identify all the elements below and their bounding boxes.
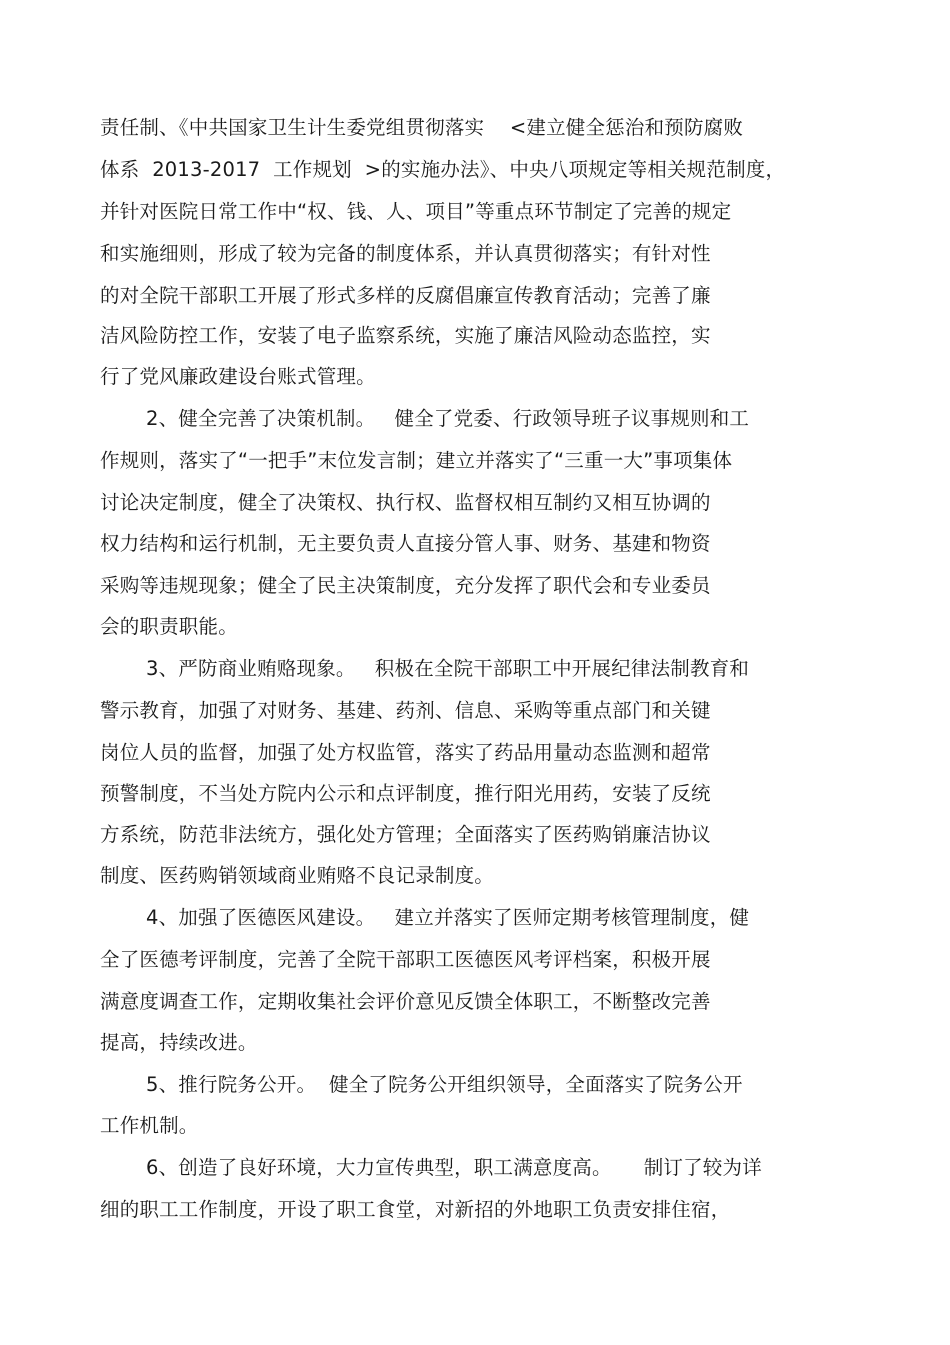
text-line: 满意度调查工作，定期收集社会评价意见反馈全体职工，不断整改完善 [100,990,711,1013]
paragraph-heading-line: 3、严防商业贿赂现象。 积极在全院干部职工中开展纪律法制教育和 [146,657,750,680]
paragraph-heading-line: 5、推行院务公开。 健全了院务公开组织领导，全面落实了院务公开 [146,1073,743,1096]
paragraph-heading-line: 6、创造了良好环境，大力宣传典型，职工满意度高。 制订了较为详 [146,1156,762,1179]
text-line: 岗位人员的监督，加强了处方权监管，落实了药品用量动态监测和超常 [100,741,711,764]
text-line: 细的职工工作制度，开设了职工食堂，对新招的外地职工负责安排住宿， [100,1198,731,1221]
text-line: 和实施细则，形成了较为完备的制度体系，并认真贯彻落实；有针对性 [100,242,711,265]
text-line: 制度、医药购销领域商业贿赂不良记录制度。 [100,864,495,887]
text-line: 并针对医院日常工作中“权、钱、人、项目”等重点环节制定了完善的规定 [100,200,732,223]
text-line: 全了医德考评制度，完善了全院干部职工医德医风考评档案，积极开展 [100,948,711,971]
text-line: 方系统，防范非法统方，强化处方管理；全面落实了医药购销廉洁协议 [100,823,711,846]
text-line: 警示教育，加强了对财务、基建、药剂、信息、采购等重点部门和关键 [100,699,711,722]
text-line: 权力结构和运行机制，无主要负责人直接分管人事、财务、基建和物资 [100,532,711,555]
text-line: 责任制、《中共国家卫生计生委党组贯彻落实 <建立健全惩治和预防腐败 [100,116,744,139]
text-line: 工作机制。 [100,1114,199,1137]
text-line: 体系 2013-2017 工作规划 >的实施办法》、中央八项规定等相关规范制度， [100,158,786,181]
text-line: 预警制度，不当处方院内公示和点评制度，推行阳光用药，安装了反统 [100,782,711,805]
text-line: 洁风险防控工作，安装了电子监察系统，实施了廉洁风险动态监控，实 [100,324,711,347]
text-line: 作规则，落实了“一把手”末位发言制；建立并落实了“三重一大”事项集体 [100,449,733,472]
paragraph-heading-line: 2、健全完善了决策机制。 健全了党委、行政领导班子议事规则和工 [146,407,750,430]
paragraph-heading-line: 4、加强了医德医风建设。 建立并落实了医师定期考核管理制度，健 [146,906,750,929]
text-line: 行了党风廉政建设台账式管理。 [100,365,376,388]
text-line: 会的职责职能。 [100,615,238,638]
text-line: 采购等违规现象；健全了民主决策制度，充分发挥了职代会和专业委员 [100,574,711,597]
text-line: 提高，持续改进。 [100,1031,258,1054]
text-line: 讨论决定制度，健全了决策权、执行权、监督权相互制约又相互协调的 [100,491,711,514]
text-line: 的对全院干部职工开展了形式多样的反腐倡廉宣传教育活动；完善了廉 [100,284,711,307]
